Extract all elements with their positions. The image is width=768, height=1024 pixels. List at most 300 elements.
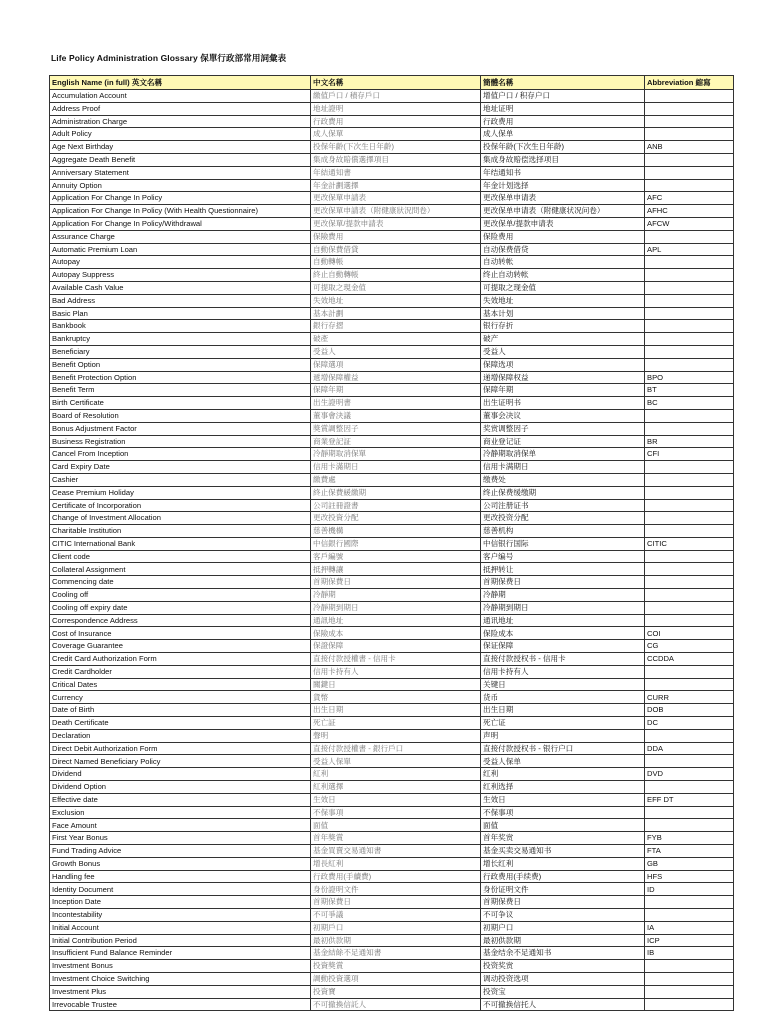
simplified-name-cell: 身份证明文件: [481, 883, 645, 896]
table-row: [50, 909, 734, 922]
chinese-name-cell: 更改保單/提款申請表: [311, 217, 481, 230]
abbreviation-cell: [645, 345, 734, 358]
chinese-name-cell: 直接付款授權書 - 銀行戶口: [311, 742, 481, 755]
abbreviation-cell: HFS: [645, 870, 734, 883]
header-simplified-name: 簡體名稱: [481, 76, 645, 90]
simplified-name-cell: 失效地址: [481, 294, 645, 307]
simplified-name-cell: 冷静期到期日: [481, 601, 645, 614]
simplified-name-cell: 投资宝: [481, 985, 645, 998]
abbreviation-cell: [645, 819, 734, 832]
table-row: [50, 947, 734, 960]
table-row: [50, 896, 734, 909]
english-name-cell: Bankbook: [50, 320, 311, 333]
english-name-cell: CITIC International Bank: [50, 537, 311, 550]
english-name-cell: Annuity Option: [50, 179, 311, 192]
abbreviation-cell: APL: [645, 243, 734, 256]
simplified-name-cell: 声明: [481, 729, 645, 742]
chinese-name-cell: 身份證明文件: [311, 883, 481, 896]
english-name-cell: Card Expiry Date: [50, 461, 311, 474]
simplified-name-cell: 最初供款期: [481, 934, 645, 947]
chinese-name-cell: 初期戶口: [311, 921, 481, 934]
chinese-name-cell: 基金結餘不足通知書: [311, 947, 481, 960]
abbreviation-cell: AFC: [645, 192, 734, 205]
chinese-name-cell: 紅利: [311, 768, 481, 781]
simplified-name-cell: 初期户口: [481, 921, 645, 934]
table-row: [50, 384, 734, 397]
table-row: [50, 870, 734, 883]
simplified-name-cell: 集成身故赔偿选择项目: [481, 153, 645, 166]
simplified-name-cell: 首期保费日: [481, 576, 645, 589]
abbreviation-cell: ANB: [645, 141, 734, 154]
simplified-name-cell: 年结通知书: [481, 166, 645, 179]
abbreviation-cell: [645, 409, 734, 422]
abbreviation-cell: [645, 909, 734, 922]
simplified-name-cell: 保障选项: [481, 358, 645, 371]
table-row: [50, 845, 734, 858]
abbreviation-cell: [645, 806, 734, 819]
table-row: [50, 153, 734, 166]
abbreviation-cell: [645, 729, 734, 742]
table-row: [50, 589, 734, 602]
english-name-cell: Accumulation Account: [50, 90, 311, 103]
abbreviation-cell: [645, 781, 734, 794]
table-row: [50, 333, 734, 346]
english-name-cell: Investment Plus: [50, 985, 311, 998]
chinese-name-cell: 基本計劃: [311, 307, 481, 320]
english-name-cell: Commencing date: [50, 576, 311, 589]
english-name-cell: Credit Card Authorization Form: [50, 653, 311, 666]
simplified-name-cell: 不保事项: [481, 806, 645, 819]
table-row: [50, 422, 734, 435]
table-row: [50, 461, 734, 474]
table-row: [50, 614, 734, 627]
abbreviation-cell: [645, 486, 734, 499]
english-name-cell: Death Certificate: [50, 717, 311, 730]
chinese-name-cell: 地址證明: [311, 102, 481, 115]
english-name-cell: First Year Bonus: [50, 832, 311, 845]
table-row: [50, 768, 734, 781]
simplified-name-cell: 更改保单申请表（附健康状况问卷）: [481, 205, 645, 218]
english-name-cell: Exclusion: [50, 806, 311, 819]
table-row: [50, 166, 734, 179]
english-name-cell: Certificate of Incorporation: [50, 499, 311, 512]
table-row: [50, 729, 734, 742]
english-name-cell: Bad Address: [50, 294, 311, 307]
abbreviation-cell: BT: [645, 384, 734, 397]
english-name-cell: Insufficient Fund Balance Reminder: [50, 947, 311, 960]
english-name-cell: Growth Bonus: [50, 857, 311, 870]
table-row: [50, 512, 734, 525]
simplified-name-cell: 基本计划: [481, 307, 645, 320]
abbreviation-cell: [645, 678, 734, 691]
english-name-cell: Application For Change In Policy: [50, 192, 311, 205]
table-row: [50, 294, 734, 307]
simplified-name-cell: 冷静期取消保单: [481, 448, 645, 461]
chinese-name-cell: 冷靜期: [311, 589, 481, 602]
table-row: [50, 793, 734, 806]
english-name-cell: Assurance Charge: [50, 230, 311, 243]
simplified-name-cell: 关键日: [481, 678, 645, 691]
chinese-name-cell: 集成身故賠償選擇項目: [311, 153, 481, 166]
table-row: [50, 717, 734, 730]
glossary-rows: [50, 90, 734, 1011]
english-name-cell: Adult Policy: [50, 128, 311, 141]
chinese-name-cell: 不可爭議: [311, 909, 481, 922]
english-name-cell: Cooling off: [50, 589, 311, 602]
simplified-name-cell: 地址证明: [481, 102, 645, 115]
table-row: [50, 345, 734, 358]
table-row: [50, 307, 734, 320]
abbreviation-cell: [645, 320, 734, 333]
chinese-name-cell: 保險成本: [311, 627, 481, 640]
english-name-cell: Charitable Institution: [50, 525, 311, 538]
chinese-name-cell: 中信銀行國際: [311, 537, 481, 550]
abbreviation-cell: [645, 358, 734, 371]
abbreviation-cell: DVD: [645, 768, 734, 781]
english-name-cell: Handling fee: [50, 870, 311, 883]
chinese-name-cell: 遞增保障權益: [311, 371, 481, 384]
table-row: [50, 678, 734, 691]
english-name-cell: Benefit Option: [50, 358, 311, 371]
abbreviation-cell: ID: [645, 883, 734, 896]
chinese-name-cell: 獎賞調整因子: [311, 422, 481, 435]
abbreviation-cell: COI: [645, 627, 734, 640]
abbreviation-cell: AFCW: [645, 217, 734, 230]
table-row: [50, 358, 734, 371]
abbreviation-cell: DOB: [645, 704, 734, 717]
table-row: [50, 243, 734, 256]
english-name-cell: Business Registration: [50, 435, 311, 448]
table-row: [50, 499, 734, 512]
chinese-name-cell: 投資獎賞: [311, 960, 481, 973]
abbreviation-cell: [645, 90, 734, 103]
chinese-name-cell: 自動保費借貸: [311, 243, 481, 256]
simplified-name-cell: 董事会决议: [481, 409, 645, 422]
abbreviation-cell: [645, 422, 734, 435]
abbreviation-cell: GB: [645, 857, 734, 870]
abbreviation-cell: [645, 601, 734, 614]
english-name-cell: Cease Premium Holiday: [50, 486, 311, 499]
table-row: [50, 409, 734, 422]
simplified-name-cell: 面值: [481, 819, 645, 832]
abbreviation-cell: BR: [645, 435, 734, 448]
table-row: [50, 397, 734, 410]
simplified-name-cell: 终止保费缓缴期: [481, 486, 645, 499]
chinese-name-cell: 行政費用: [311, 115, 481, 128]
abbreviation-cell: [645, 269, 734, 282]
simplified-name-cell: 奖赏调整因子: [481, 422, 645, 435]
simplified-name-cell: 递增保障权益: [481, 371, 645, 384]
abbreviation-cell: [645, 589, 734, 602]
simplified-name-cell: 生效日: [481, 793, 645, 806]
chinese-name-cell: 首期保費日: [311, 896, 481, 909]
chinese-name-cell: 投資寶: [311, 985, 481, 998]
simplified-name-cell: 缴费处: [481, 473, 645, 486]
chinese-name-cell: 保險費用: [311, 230, 481, 243]
abbreviation-cell: [645, 307, 734, 320]
simplified-name-cell: 保险成本: [481, 627, 645, 640]
abbreviation-cell: [645, 294, 734, 307]
table-row: [50, 320, 734, 333]
english-name-cell: Basic Plan: [50, 307, 311, 320]
english-name-cell: Identity Document: [50, 883, 311, 896]
abbreviation-cell: AFHC: [645, 205, 734, 218]
simplified-name-cell: 冷静期: [481, 589, 645, 602]
english-name-cell: Application For Change In Policy (With Health Questionnaire): [50, 205, 311, 218]
chinese-name-cell: 信用卡滿期日: [311, 461, 481, 474]
chinese-name-cell: 年結通知書: [311, 166, 481, 179]
simplified-name-cell: 投保年龄(下次生日年龄): [481, 141, 645, 154]
abbreviation-cell: [645, 230, 734, 243]
english-name-cell: Aggregate Death Benefit: [50, 153, 311, 166]
chinese-name-cell: 增長紅利: [311, 857, 481, 870]
table-row: [50, 601, 734, 614]
table-row: [50, 934, 734, 947]
table-row: [50, 883, 734, 896]
english-name-cell: Age Next Birthday: [50, 141, 311, 154]
table-row: [50, 115, 734, 128]
chinese-name-cell: 關鍵日: [311, 678, 481, 691]
english-name-cell: Correspondence Address: [50, 614, 311, 627]
chinese-name-cell: 終止自動轉帳: [311, 269, 481, 282]
english-name-cell: Cancel From Inception: [50, 448, 311, 461]
abbreviation-cell: CG: [645, 640, 734, 653]
simplified-name-cell: 受益人: [481, 345, 645, 358]
english-name-cell: Board of Resolution: [50, 409, 311, 422]
chinese-name-cell: 首年獎賞: [311, 832, 481, 845]
simplified-name-cell: 货币: [481, 691, 645, 704]
simplified-name-cell: 保险费用: [481, 230, 645, 243]
english-name-cell: Bankruptcy: [50, 333, 311, 346]
chinese-name-cell: 貨幣: [311, 691, 481, 704]
simplified-name-cell: 增长红利: [481, 857, 645, 870]
abbreviation-cell: [645, 665, 734, 678]
chinese-name-cell: 生效日: [311, 793, 481, 806]
simplified-name-cell: 红利选择: [481, 781, 645, 794]
english-name-cell: Automatic Premium Loan: [50, 243, 311, 256]
abbreviation-cell: [645, 115, 734, 128]
chinese-name-cell: 冷靜期到期日: [311, 601, 481, 614]
table-row: [50, 742, 734, 755]
abbreviation-cell: [645, 563, 734, 576]
table-row: [50, 256, 734, 269]
abbreviation-cell: [645, 525, 734, 538]
abbreviation-cell: DC: [645, 717, 734, 730]
english-name-cell: Client code: [50, 550, 311, 563]
table-row: [50, 141, 734, 154]
english-name-cell: Investment Choice Switching: [50, 972, 311, 985]
table-row: [50, 665, 734, 678]
table-row: [50, 128, 734, 141]
abbreviation-cell: [645, 512, 734, 525]
abbreviation-cell: [645, 896, 734, 909]
simplified-name-cell: 银行存折: [481, 320, 645, 333]
table-row: [50, 806, 734, 819]
english-name-cell: Benefit Term: [50, 384, 311, 397]
english-name-cell: Dividend Option: [50, 781, 311, 794]
chinese-name-cell: 自動轉帳: [311, 256, 481, 269]
simplified-name-cell: 不可撤换信托人: [481, 998, 645, 1011]
simplified-name-cell: 自动转帐: [481, 256, 645, 269]
simplified-name-cell: 成人保单: [481, 128, 645, 141]
abbreviation-cell: BC: [645, 397, 734, 410]
simplified-name-cell: 保障年期: [481, 384, 645, 397]
simplified-name-cell: 直接付款授权书 - 信用卡: [481, 653, 645, 666]
chinese-name-cell: 保證保障: [311, 640, 481, 653]
table-row: [50, 486, 734, 499]
simplified-name-cell: 不可争议: [481, 909, 645, 922]
chinese-name-cell: 面值: [311, 819, 481, 832]
simplified-name-cell: 公司注册证书: [481, 499, 645, 512]
simplified-name-cell: 基金结余不足通知书: [481, 947, 645, 960]
simplified-name-cell: 自动保费借贷: [481, 243, 645, 256]
chinese-name-cell: 受益人: [311, 345, 481, 358]
header-english-name: English Name (in full) 英文名稱: [50, 76, 311, 90]
simplified-name-cell: 年金计划选择: [481, 179, 645, 192]
abbreviation-cell: [645, 960, 734, 973]
table-row: [50, 473, 734, 486]
english-name-cell: Effective date: [50, 793, 311, 806]
abbreviation-cell: FYB: [645, 832, 734, 845]
chinese-name-cell: 抵押轉讓: [311, 563, 481, 576]
english-name-cell: Inception Date: [50, 896, 311, 909]
english-name-cell: Coverage Guarantee: [50, 640, 311, 653]
chinese-name-cell: 出生證明書: [311, 397, 481, 410]
abbreviation-cell: [645, 576, 734, 589]
chinese-name-cell: 可提取之現金值: [311, 281, 481, 294]
english-name-cell: Benefit Protection Option: [50, 371, 311, 384]
english-name-cell: Administration Charge: [50, 115, 311, 128]
english-name-cell: Cashier: [50, 473, 311, 486]
chinese-name-cell: 受益人保單: [311, 755, 481, 768]
table-row: [50, 627, 734, 640]
chinese-name-cell: 慈善機構: [311, 525, 481, 538]
table-row: [50, 704, 734, 717]
english-name-cell: Currency: [50, 691, 311, 704]
chinese-name-cell: 保障年期: [311, 384, 481, 397]
table-row: [50, 819, 734, 832]
table-row: [50, 269, 734, 282]
simplified-name-cell: 受益人保单: [481, 755, 645, 768]
abbreviation-cell: ICP: [645, 934, 734, 947]
header-chinese-name: 中文名稱: [311, 76, 481, 90]
abbreviation-cell: IA: [645, 921, 734, 934]
abbreviation-cell: DDA: [645, 742, 734, 755]
table-row: [50, 960, 734, 973]
simplified-name-cell: 通讯地址: [481, 614, 645, 627]
table-row: [50, 972, 734, 985]
simplified-name-cell: 信用卡满期日: [481, 461, 645, 474]
simplified-name-cell: 更改保单/提款申请表: [481, 217, 645, 230]
chinese-name-cell: 董事會決議: [311, 409, 481, 422]
english-name-cell: Declaration: [50, 729, 311, 742]
table-row: [50, 781, 734, 794]
english-name-cell: Incontestability: [50, 909, 311, 922]
chinese-name-cell: 更改保單申請表（附健康狀況問卷）: [311, 205, 481, 218]
simplified-name-cell: 商业登记证: [481, 435, 645, 448]
chinese-name-cell: 破產: [311, 333, 481, 346]
simplified-name-cell: 更改保单申请表: [481, 192, 645, 205]
simplified-name-cell: 可提取之现金值: [481, 281, 645, 294]
simplified-name-cell: 投资奖赏: [481, 960, 645, 973]
table-row: [50, 281, 734, 294]
glossary-table: [49, 75, 734, 1011]
english-name-cell: Application For Change In Policy/Withdrawal: [50, 217, 311, 230]
english-name-cell: Irrevocable Trustee: [50, 998, 311, 1011]
chinese-name-cell: 終止保費緩繳期: [311, 486, 481, 499]
simplified-name-cell: 客户编号: [481, 550, 645, 563]
english-name-cell: Bonus Adjustment Factor: [50, 422, 311, 435]
simplified-name-cell: 增值户口 / 积存户口: [481, 90, 645, 103]
abbreviation-cell: IB: [645, 947, 734, 960]
simplified-name-cell: 行政费用(手续费): [481, 870, 645, 883]
simplified-name-cell: 首期保费日: [481, 896, 645, 909]
table-row: [50, 525, 734, 538]
abbreviation-cell: [645, 179, 734, 192]
abbreviation-cell: CITIC: [645, 537, 734, 550]
abbreviation-cell: [645, 461, 734, 474]
abbreviation-cell: [645, 985, 734, 998]
english-name-cell: Autopay Suppress: [50, 269, 311, 282]
chinese-name-cell: 信用卡持有人: [311, 665, 481, 678]
abbreviation-cell: CCDDA: [645, 653, 734, 666]
chinese-name-cell: 最初供款期: [311, 934, 481, 947]
chinese-name-cell: 調動投資選項: [311, 972, 481, 985]
header-abbreviation: Abbreviation 縮寫: [645, 76, 734, 90]
english-name-cell: Initial Contribution Period: [50, 934, 311, 947]
table-row: [50, 90, 734, 103]
abbreviation-cell: [645, 166, 734, 179]
simplified-name-cell: 更改投资分配: [481, 512, 645, 525]
chinese-name-cell: 客戶編號: [311, 550, 481, 563]
table-row: [50, 985, 734, 998]
english-name-cell: Face Amount: [50, 819, 311, 832]
english-name-cell: Collateral Assignment: [50, 563, 311, 576]
document-title: Life Policy Administration Glossary 保單行政部常用詞彙表: [51, 53, 287, 63]
table-row: [50, 576, 734, 589]
chinese-name-cell: 公司註冊證書: [311, 499, 481, 512]
table-row: [50, 921, 734, 934]
english-name-cell: Initial Account: [50, 921, 311, 934]
abbreviation-cell: CURR: [645, 691, 734, 704]
english-name-cell: Direct Named Beneficiary Policy: [50, 755, 311, 768]
abbreviation-cell: [645, 473, 734, 486]
abbreviation-cell: [645, 998, 734, 1011]
english-name-cell: Investment Bonus: [50, 960, 311, 973]
simplified-name-cell: 慈善机构: [481, 525, 645, 538]
english-name-cell: Address Proof: [50, 102, 311, 115]
abbreviation-cell: BPO: [645, 371, 734, 384]
chinese-name-cell: 更改投資分配: [311, 512, 481, 525]
chinese-name-cell: 聲明: [311, 729, 481, 742]
table-row: [50, 691, 734, 704]
simplified-name-cell: 首年奖赏: [481, 832, 645, 845]
english-name-cell: Dividend: [50, 768, 311, 781]
english-name-cell: Available Cash Value: [50, 281, 311, 294]
chinese-name-cell: 基金買賣交易通知書: [311, 845, 481, 858]
chinese-name-cell: 更改保單申請表: [311, 192, 481, 205]
abbreviation-cell: CFI: [645, 448, 734, 461]
chinese-name-cell: 失效地址: [311, 294, 481, 307]
abbreviation-cell: [645, 333, 734, 346]
abbreviation-cell: EFF DT: [645, 793, 734, 806]
abbreviation-cell: [645, 153, 734, 166]
abbreviation-cell: [645, 550, 734, 563]
english-name-cell: Critical Dates: [50, 678, 311, 691]
simplified-name-cell: 基金买卖交易通知书: [481, 845, 645, 858]
simplified-name-cell: 红利: [481, 768, 645, 781]
table-row: [50, 640, 734, 653]
